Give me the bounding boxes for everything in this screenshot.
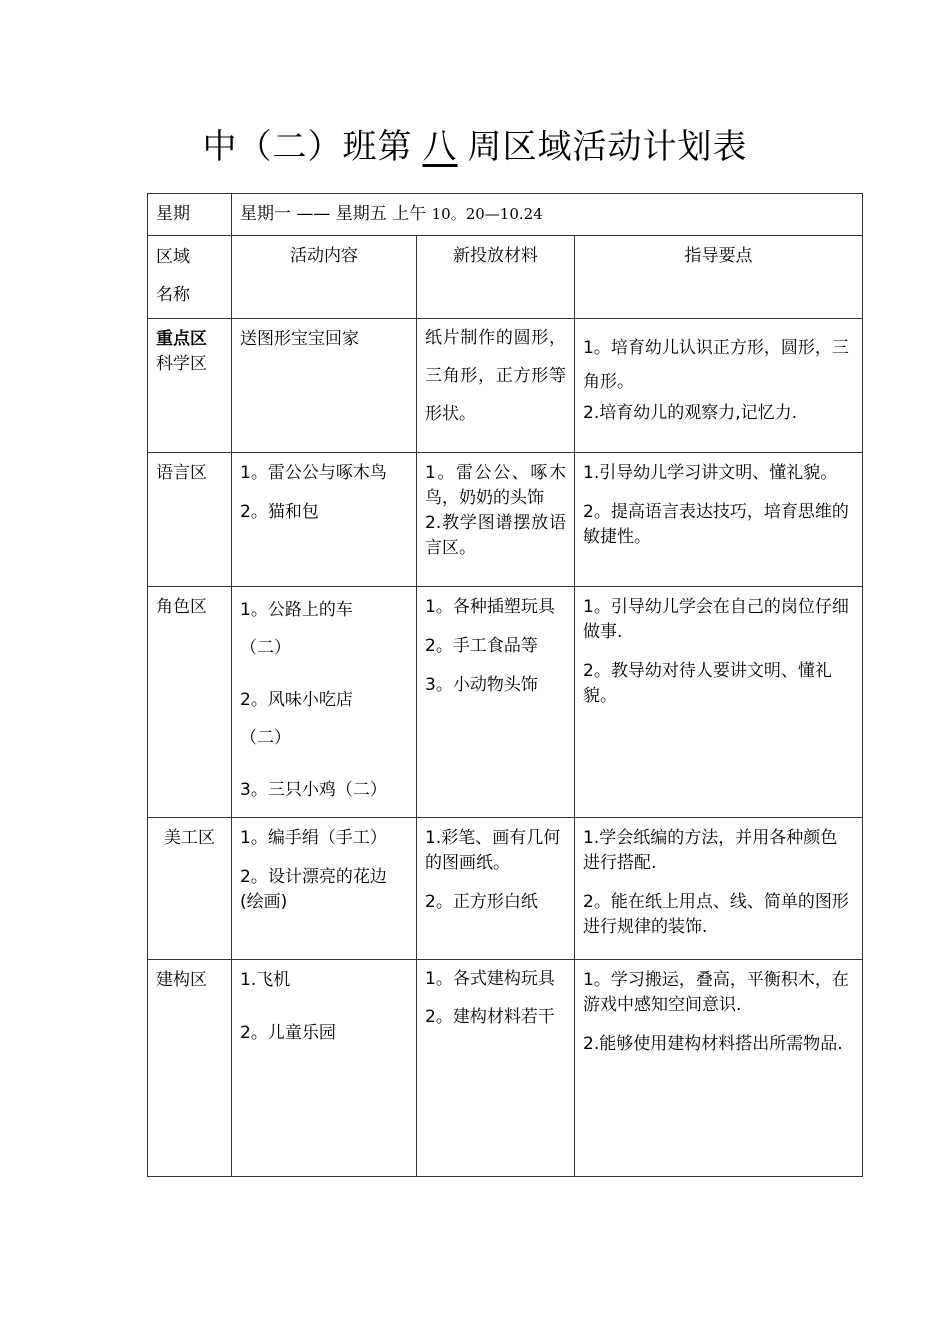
- content-item: 3。三只小鸡（二）: [240, 780, 387, 800]
- content-cell: [232, 587, 417, 818]
- area-name: 科学区: [156, 354, 207, 374]
- content-item: 1。雷公公与啄木鸟: [240, 463, 387, 483]
- materials-item: 2。正方形白纸: [425, 892, 538, 912]
- table-row: [148, 587, 863, 818]
- content-item: 2。风味小吃店: [240, 690, 353, 710]
- guidance-cell: [575, 319, 863, 453]
- area-cell: [148, 818, 232, 960]
- page-title: [0, 124, 950, 170]
- content-cell: [232, 818, 417, 960]
- week-label: 星期: [156, 204, 190, 224]
- materials-item: 2。手工食品等: [425, 636, 538, 656]
- header-area-line2: 名称: [156, 285, 190, 305]
- materials-item: 1。雷公公、啄木鸟，奶奶的头饰: [425, 463, 566, 508]
- materials-item: 2.教学图谱摆放语言区。: [425, 513, 566, 558]
- guidance-item: 2。能在纸上用点、线、简单的图形进行规律的装饰.: [583, 892, 849, 937]
- activity-plan-table: [147, 193, 863, 1177]
- content-item: 2。儿童乐园: [240, 1023, 336, 1043]
- materials-item: 1.彩笔、画有几何的图画纸。: [425, 828, 561, 873]
- materials-item: 1。各式建构玩具: [425, 969, 555, 989]
- guidance-item: 1。培育幼儿认识正方形，圆形，三角形。: [583, 338, 849, 392]
- area-cell: [148, 960, 232, 1177]
- content-item: 1.飞机: [240, 970, 291, 990]
- materials-item: 3。小动物头饰: [425, 675, 538, 695]
- title-suffix: 周区域活动计划表: [467, 127, 748, 167]
- title-week-number: 八: [422, 127, 458, 167]
- area-cell: [148, 319, 232, 453]
- content-item: （二）: [240, 638, 291, 658]
- materials-item: 2。建构材料若干: [425, 1007, 555, 1027]
- guidance-item: 2。教导幼对待人要讲文明、懂礼貌。: [583, 661, 832, 706]
- area-name: 建构区: [156, 970, 207, 990]
- content-item: 1。编手绢（手工）: [240, 828, 387, 848]
- header-content-cell: [232, 236, 417, 319]
- guidance-item: 1.学会纸编的方法，并用各种颜色进行搭配.: [583, 828, 838, 873]
- table-row: [148, 818, 863, 960]
- guidance-item: 1。学习搬运，叠高，平衡积木，在游戏中感知空间意识.: [583, 970, 849, 1015]
- content-item: 送图形宝宝回家: [240, 329, 359, 349]
- guidance-cell: [575, 960, 863, 1177]
- content-item: 2。设计漂亮的花边(绘画): [240, 867, 387, 912]
- header-row: [148, 236, 863, 319]
- guidance-item: 2。提高语言表达技巧，培育思维的敏捷性。: [583, 502, 849, 547]
- header-materials: 新投放材料: [453, 246, 538, 266]
- guidance-item: 1.引导幼儿学习讲文明、懂礼貌。: [583, 463, 838, 483]
- table-row: [148, 960, 863, 1177]
- week-label-cell: [148, 194, 232, 236]
- week-dates: 10。20—10.24: [431, 205, 543, 223]
- materials-cell: [417, 960, 575, 1177]
- area-cell: [148, 453, 232, 587]
- table-row: [148, 319, 863, 453]
- area-name: 语言区: [156, 463, 207, 483]
- guidance-item: 2.培育幼儿的观察力,记忆力.: [583, 403, 798, 423]
- guidance-cell: [575, 818, 863, 960]
- content-cell: [232, 960, 417, 1177]
- week-days: 星期一 —— 星期五 上午: [240, 204, 427, 224]
- guidance-item: 1。引导幼儿学会在自己的岗位仔细做事.: [583, 597, 849, 642]
- area-cell: [148, 587, 232, 818]
- content-item: （二）: [240, 728, 291, 748]
- header-area-line1: 区域: [156, 247, 190, 267]
- guidance-cell: [575, 587, 863, 818]
- header-guidance-cell: [575, 236, 863, 319]
- guidance-cell: [575, 453, 863, 587]
- table-row: [148, 453, 863, 587]
- materials-cell: [417, 587, 575, 818]
- area-name: 角色区: [156, 597, 207, 617]
- content-item: 1。公路上的车: [240, 600, 353, 620]
- materials-item: 1。各种插塑玩具: [425, 597, 555, 617]
- header-guidance: 指导要点: [684, 246, 753, 266]
- materials-item: 纸片制作的圆形，三角形，正方形等形状。: [425, 328, 566, 424]
- guidance-item: 2.能够使用建构材料搭出所需物品.: [583, 1034, 843, 1054]
- materials-cell: [417, 453, 575, 587]
- area-name: 美工区: [164, 828, 215, 848]
- materials-cell: [417, 818, 575, 960]
- content-cell: [232, 453, 417, 587]
- header-content: 活动内容: [290, 246, 358, 266]
- materials-cell: [417, 319, 575, 453]
- header-area-cell: [148, 236, 232, 319]
- title-prefix: 中（二）班第: [202, 127, 413, 167]
- content-item: 2。猫和包: [240, 502, 319, 522]
- week-range-cell: [232, 194, 863, 236]
- area-highlight-label: 重点区: [156, 329, 207, 349]
- content-cell: [232, 319, 417, 453]
- header-materials-cell: [417, 236, 575, 319]
- week-row: [148, 194, 863, 236]
